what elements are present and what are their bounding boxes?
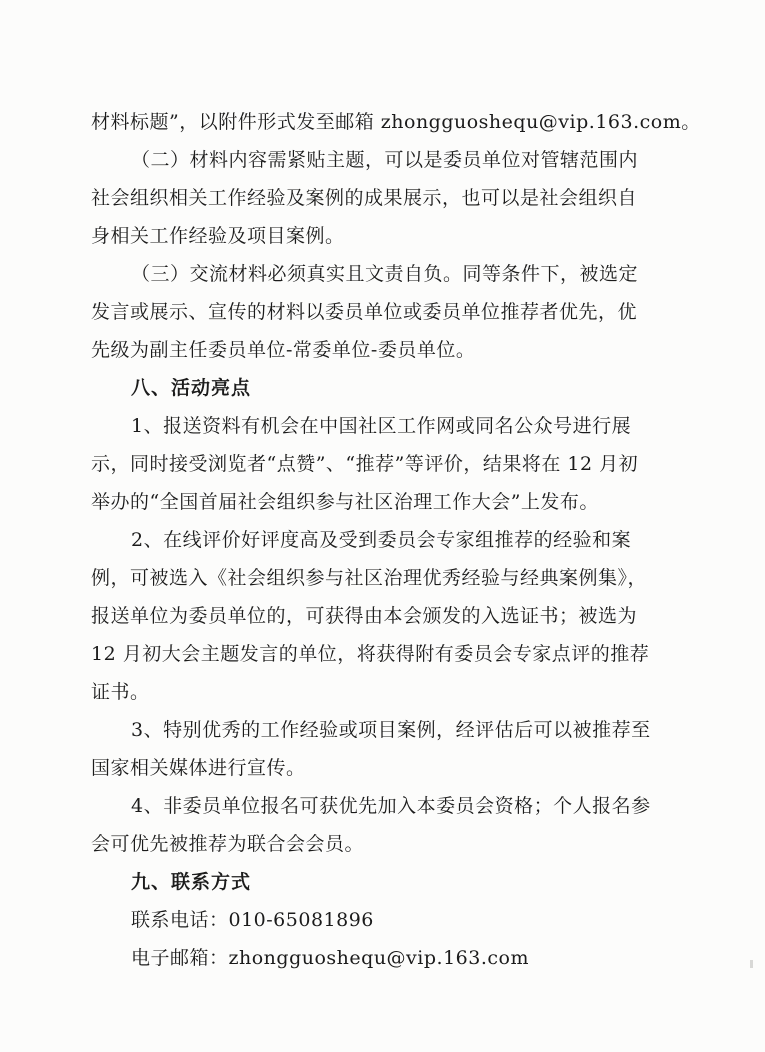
scan-mark [750,960,753,968]
paragraph-line: 发言或展示、宣传的材料以委员单位或委员单位推荐者优先，优 [91,301,638,323]
paragraph-line: 12 月初大会主题发言的单位，将获得附有委员会专家点评的推荐 [91,643,650,665]
paragraph-line: 举办的“全国首届社会组织参与社区治理工作大会”上发布。 [91,491,599,513]
paragraph-line: 材料标题”，以附件形式发至邮箱 zhongguoshequ@vip.163.com。 [91,111,701,133]
paragraph-line: 示，同时接受浏览者“点赞”、“推荐”等评价，结果将在 12 月初 [91,453,639,475]
paragraph-line: 报送单位为委员单位的，可获得由本会颁发的入选证书；被选为 [91,605,638,627]
paragraph-line: 2、在线评价好评度高及受到委员会专家组推荐的经验和案 [131,529,632,551]
paragraph-line: 会可优先被推荐为联合会会员。 [91,833,365,855]
contact-email: 电子邮箱：zhongguoshequ@vip.163.com [131,947,529,969]
paragraph-line: 例，可被选入《社会组织参与社区治理优秀经验与经典案例集》， [91,567,648,589]
paragraph-line: 4、非委员单位报名可获优先加入本委员会资格；个人报名参 [131,795,651,817]
contact-phone: 联系电话：010-65081896 [131,909,374,931]
paragraph-line: （二）材料内容需紧贴主题，可以是委员单位对管辖范围内 [131,149,639,171]
paragraph-line: 证书。 [91,681,150,703]
section-heading: 九、联系方式 [131,871,252,893]
paragraph-line: 先级为副主任委员单位-常委单位-委员单位。 [91,339,476,361]
paragraph-line: 国家相关媒体进行宣传。 [91,757,306,779]
section-heading: 八、活动亮点 [131,377,252,399]
paragraph-line: 身相关工作经验及项目案例。 [91,225,345,247]
paragraph-line: （三）交流材料必须真实且文责自负。同等条件下，被选定 [131,263,639,285]
paragraph-line: 社会组织相关工作经验及案例的成果展示，也可以是社会组织自 [91,187,638,209]
paragraph-line: 3、特别优秀的工作经验或项目案例，经评估后可以被推荐至 [131,719,651,741]
paragraph-line: 1、报送资料有机会在中国社区工作网或同名公众号进行展 [131,415,632,437]
